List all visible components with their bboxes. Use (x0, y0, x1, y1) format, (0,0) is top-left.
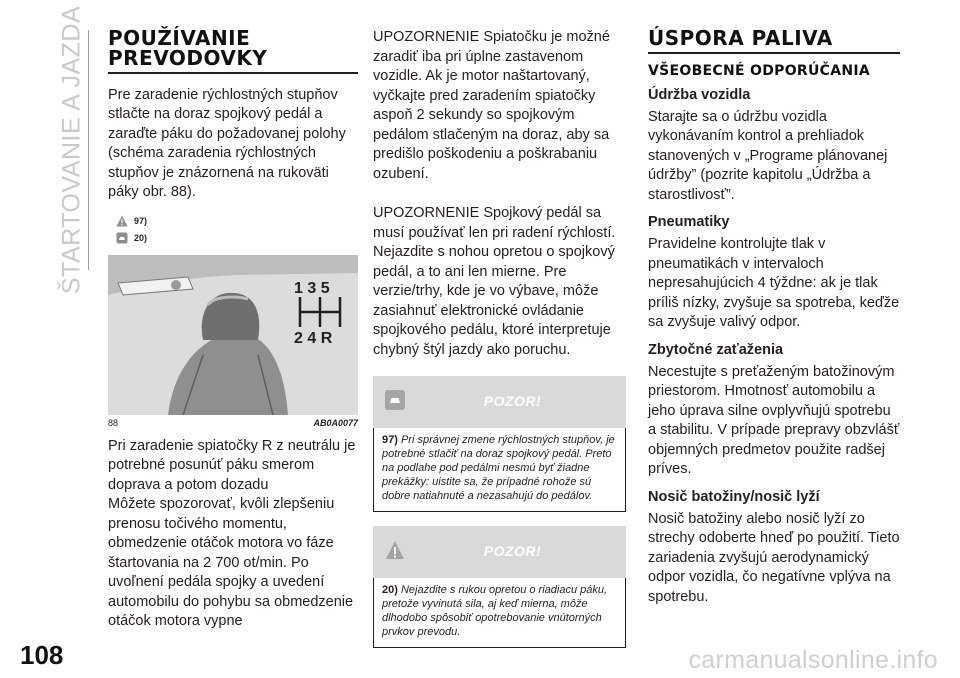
warning-header (373, 526, 626, 578)
page-number: 108 (20, 640, 64, 670)
title-rule (648, 52, 900, 54)
section-title-gearbox: POUŽÍVANIE PREVODOVKY (108, 26, 268, 70)
topic-text: Nosič batožiny alebo nosič lyží zo strechy odoberte hneď po použití. Tieto zariadenia zvyšujú aerodynamický odpor vozidla, čo negatívne vplýva na spotrebu. (648, 510, 900, 605)
topic-heading: Údržba vozidla (648, 86, 751, 103)
warning-box-20 (373, 526, 626, 648)
topic-heading: Nosič batožiny/nosič lyží (648, 488, 820, 505)
column-fuel-saving (648, 28, 900, 607)
watermark: carmanualsonline.info (688, 646, 938, 674)
column-gearbox (108, 28, 358, 632)
warning-heading: POZOR! (483, 543, 542, 559)
topic-text: Starajte sa o údržbu vozidla vykonávaním kontrol a prehliadok stanovených v „Programe plánovanej údržby” (pozrite kapitolu „Údržba a starostlivosť”. (648, 108, 888, 203)
gear-pattern-top: 1 3 5 (294, 279, 330, 297)
chapter-divider (88, 30, 89, 270)
warning-ref-row (116, 213, 358, 230)
subsection-title: VŠEOBECNÉ ODPORÚČANIA (648, 62, 871, 79)
gear-lever-illustration (108, 255, 358, 415)
topic-heading: Zbytočné zaťaženia (648, 341, 784, 358)
warning-ref-row (116, 230, 358, 247)
topic-heading: Pneumatiky (648, 214, 730, 230)
title-rule (108, 72, 358, 74)
topic-text: Pravidelne kontrolujte tlak v pneumatikách v intervaloch nepresahujúcich 4 týždne: ak je tlak príliš nízky, zvyšuje sa spotreba, keďže sa zvyšuje valivý odpor. (648, 236, 900, 330)
figure-number: 88 (108, 417, 119, 428)
figure-caption (108, 418, 358, 428)
warning-heading: POZOR! (483, 393, 542, 409)
warning-ref-20: 20) (134, 233, 148, 243)
notice-clutch: UPOZORNENIE Spojkový pedál sa musí používať len pri radení rýchlostí. Nejazdite s nohou opretou o spojkový pedál, a to ani len mierne. Pre verzie/trhy, kde je vo výbave, môže zasiahnuť elektronické ovládanie spojkového pedálu, ktoré interpretuje chybný štýl jazdy ako poruchu. (373, 205, 616, 358)
gear-lever-figure (108, 255, 358, 415)
warning-text: Nejazdite s rukou opretou o riadiacu páku, pretože vyvinutá sila, aj keď mierna, môže dlhodobo spôsobiť opotrebovanie vnútorných prvkov prevodu. (382, 584, 608, 638)
reverse-gear-text: Pri zaradenie spiatočky R z neutrálu je potrebné posunúť páku smerom doprava a potom dozadu (108, 437, 356, 493)
rpm-limit-text: Môžete spozorovať, kvôli zlepšeniu prenosu točivého momentu, obmedzenie otáčok motora vo fáze štartovania na 2 700 ot/min. Po uvoľnení pedála spojky a uvedení automobilu do pohybu sa obmedzenie otáčok motora vypne (108, 496, 354, 629)
warning-header (373, 376, 626, 428)
warning-references (116, 213, 358, 247)
warning-text: Pri správnej zmene rýchlostných stupňov, je potrebné stlačiť na doraz spojkový pedál. Preto na podlahe pod pedálmi nesmú byť žiadne prekážky: uistite sa, že prípadné rohože sú dobre natiahnuté a nezasahujú do pedálov. (382, 434, 615, 502)
section-title-fuel: ÚSPORA PALIVA (648, 26, 833, 50)
warning-body (373, 428, 626, 512)
chapter-title (52, 5, 92, 295)
topic-text: Necestujte s preťaženým batožinovým priestorom. Hmotnosť automobilu a jeho úprava silne ovplyvňujú spotrebu a stabilitu. V prípade prepravy obzvlášť objemných predmetov použite radšej príves. (648, 363, 900, 477)
notice-reverse: UPOZORNENIE Spiatočku je možné zaradiť iba pri úplne zastavenom vozidle. Ak je motor naštartovaný, vyčkajte pred zaradením spiatočky aspoň 2 sekundy so spojkovým pedálom stlačeným na doraz, aby sa predišlo poškodeniu a poškrabaniu ozubení. (373, 29, 610, 182)
warning-body (373, 578, 626, 648)
warning-number: 97) (382, 434, 398, 446)
chapter-title-text: ŠTARTOVANIE A JAZDA (57, 5, 86, 295)
warning-triangle-icon (116, 215, 128, 227)
car-caution-icon (116, 232, 128, 244)
gearbox-intro: Pre zaradenie rýchlostných stupňov stlačte na doraz spojkový pedál a zaraďte páku do požadovanej polohy (schéma zaradenia rýchlostných stupňov je znázornená na rukoväti páky obr. 88). (108, 86, 346, 200)
gear-pattern-bottom: 2 4 R (294, 329, 333, 347)
warning-ref-97: 97) (134, 216, 148, 226)
warning-box-97 (373, 376, 626, 512)
figure-code: AB0A0077 (313, 417, 358, 428)
warning-number: 20) (382, 584, 398, 596)
column-notices (373, 28, 626, 648)
